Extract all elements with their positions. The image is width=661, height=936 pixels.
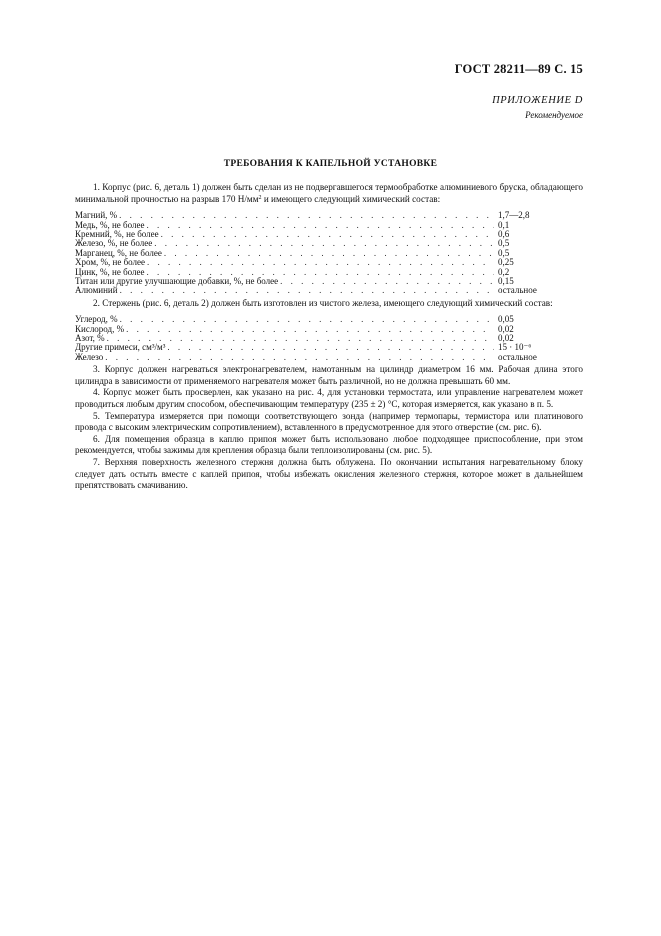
element-name: Азот, % — [75, 333, 105, 344]
element-value: 0,5 — [498, 247, 510, 258]
appendix-status: Рекомендуемое — [525, 110, 583, 120]
leader-dots — [119, 211, 494, 220]
leader-dots — [105, 353, 494, 362]
paragraph-1 — [75, 182, 583, 205]
paragraph-7: 7. Верхняя поверхность железного стержня должна быть облужена. По окончании испытания нагревательному блоку следует дать остыть вместе с каплей припоя, чтобы избежать окисления железного стержня, которое может в дальнейшем препятствовать смачиванию. — [75, 457, 583, 491]
composition-row — [75, 353, 583, 362]
paragraph-1-text-end: и имеющего следующий химический состав: — [261, 193, 441, 204]
element-name: Марганец, %, не более — [75, 247, 162, 258]
paragraph-1-superscript: 2 — [258, 194, 262, 201]
iron-composition-table — [75, 315, 583, 362]
paragraph-1-text: 1. Корпус (рис. 6, деталь 1) должен быть сделан из не подвергавшегося термообработке алюминиевого бруска, обладающего минимальной прочностью на разрыв 170 Н/мм — [75, 182, 583, 204]
element-value: остальное — [498, 351, 537, 362]
leader-dots — [154, 239, 494, 248]
element-name: Цинк, %, не более — [75, 266, 145, 277]
element-value: 0,15 — [498, 275, 514, 286]
element-name: Углерод, % — [75, 314, 118, 325]
aluminium-composition-table — [75, 211, 583, 296]
appendix-block — [492, 94, 583, 122]
document-body — [75, 182, 583, 492]
paragraph-3: 3. Корпус должен нагреваться электронагревателем, намотанным на цилиндр диаметром 16 мм. Рабочая длина этого цилиндра в зависимости от применяемого нагревателя может быть различной, но не должна превышать 60 мм. — [75, 364, 583, 386]
element-name: Медь, %, не более — [75, 219, 145, 230]
leader-dots — [126, 325, 494, 334]
element-value: 0,25 — [498, 257, 514, 268]
page-header: ГОСТ 28211—89 С. 15 — [454, 62, 583, 76]
leader-dots — [280, 277, 494, 286]
paragraph-5: 5. Температура измеряется при помощи соответствующего зонда (например термопары, термистора или платинового провода с высоким электрическим сопротивлением), вставленного в предусмотренное для этого отверстие (см. рис. 6). — [75, 410, 583, 433]
element-name: Магний, % — [75, 210, 118, 221]
element-name: Кислород, % — [75, 323, 125, 334]
element-value: 1,7—2,8 — [498, 210, 530, 221]
appendix-label: ПРИЛОЖЕНИЕ D — [492, 95, 583, 106]
leader-dots — [161, 230, 494, 239]
element-name: Кремний, %, не более — [75, 228, 159, 239]
element-name: Железо, %, не более — [75, 238, 153, 249]
composition-row — [75, 286, 583, 295]
leader-dots — [164, 249, 494, 258]
section-title: ТРЕБОВАНИЯ К КАПЕЛЬНОЙ УСТАНОВКЕ — [223, 159, 438, 169]
leader-dots — [167, 343, 494, 352]
element-value: 0,02 — [498, 323, 514, 334]
paragraph-4: 4. Корпус может быть просверлен, как указано на рис. 4, для установки термостата, или управление нагревателем может проводиться любым другим способом, обеспечивающим температуру (235 ± 2) °С, которая измеряется, как указано в п. 5. — [75, 387, 583, 410]
element-name: Хром, %, не более — [75, 257, 146, 268]
element-value: остальное — [498, 285, 537, 296]
element-value: 0,1 — [498, 219, 510, 230]
element-name: Алюминий — [75, 285, 118, 296]
paragraph-6: 6. Для помещения образца в каплю припоя может быть использовано любое подходящее приспособление, при этом рекомендуется, чтобы зажимы для крепления образца были теплоизолированы (см. рис. 5). — [75, 433, 583, 456]
element-name: Титан или другие улучшающие добавки, %, не более — [75, 275, 279, 286]
element-value: 0,05 — [498, 314, 514, 325]
leader-dots — [120, 286, 494, 295]
element-value: 0,6 — [498, 228, 510, 239]
element-value: 15 · 10⁻⁶ — [498, 342, 532, 353]
element-value: 0,2 — [498, 266, 510, 277]
leader-dots — [147, 258, 494, 267]
paragraph-2: 2. Стержень (рис. 6, деталь 2) должен быть изготовлен из чистого железа, имеющего следующий химический состав: — [93, 297, 553, 308]
element-name: Железо — [75, 351, 104, 362]
element-value: 0,5 — [498, 238, 510, 249]
leader-dots — [146, 221, 494, 230]
leader-dots — [120, 315, 494, 324]
element-name: Другие примеси, см³/м³ — [75, 342, 166, 353]
element-value: 0,02 — [498, 333, 514, 344]
